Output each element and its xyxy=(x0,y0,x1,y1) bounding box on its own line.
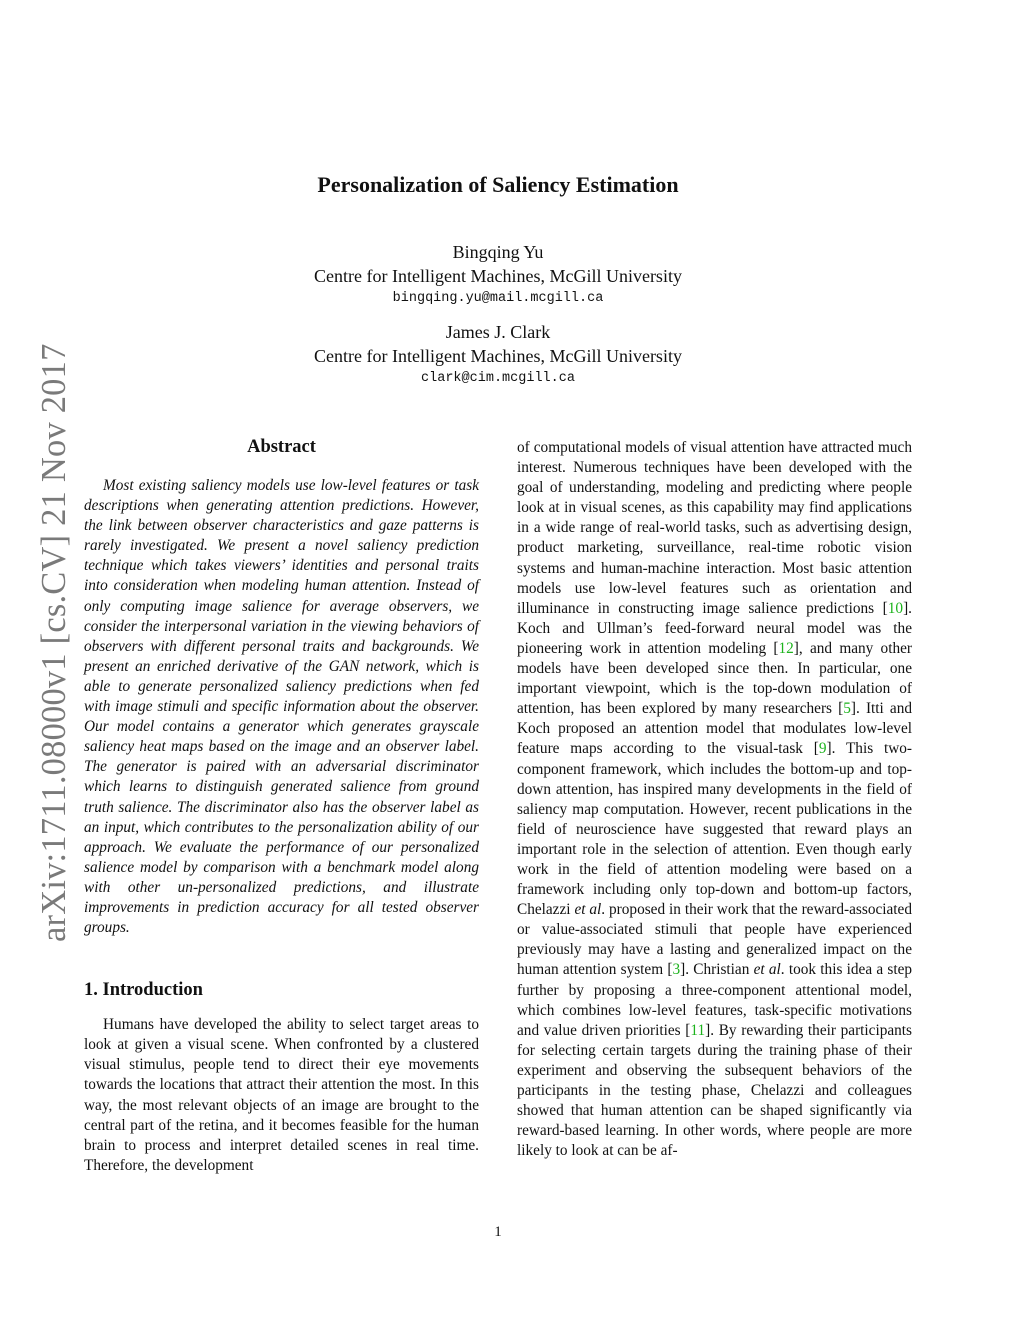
author-email: bingqing.yu@mail.mcgill.ca xyxy=(392,291,604,306)
text-segment: ]. Itti and Koch proposed an attention model that modulates low-level feature maps according to the visual-task [ xyxy=(517,700,913,758)
arxiv-identifier: arXiv:1711.08000v1 [cs.CV] 21 Nov 2017 xyxy=(35,343,73,942)
introduction-paragraph-continued xyxy=(517,438,912,1161)
citation-link[interactable]: 11 xyxy=(690,1021,706,1039)
citation-link[interactable]: 12 xyxy=(778,639,794,657)
author-block-1 xyxy=(0,240,996,310)
abstract-text: Most existing saliency models use low-level features or task descriptions when generating attention predictions. However, the link between observer characteristics and gaze patterns is rarely investigated. We present a novel saliency prediction technique which takes viewers’ identities and personal traits into consideration when modeling human attention. Instead of only computing image salience for average observers, we consider the interpersonal variation in the viewing behaviors of observers with different personal traits and backgrounds. We present an enriched derivative of the GAN network, which is able to generate personalized saliency predictions when fed with image stimuli and specific information about the observer. Our model contains a generator which generates grayscale saliency heat maps based on the image and an observer label. The generator is paired with an adversarial discriminator which learns to distinguish generated salience from ground truth salience. The discriminator also has the observer label as an input, which contributes to the personalization ability of our approach. We evaluate the performance of our personalized salience model by comparison with a benchmark model along with other un-personalized predictions, and illustrate improvements in prediction accuracy for all tested observer groups. xyxy=(84,477,479,937)
author-block-2 xyxy=(0,320,996,390)
text-segment: of computational models of visual attention have attracted much interest. Numerous techniques have been developed with the goal of understanding, modeling and predicting where people look at in visual scenes, as this capability may find applications in a wide range of real-world tasks, such as advertising design, product marketing, surveillance, real-time robotic vision systems and human-machine interaction. Most basic attention models use low-level features such as orientation and illuminance in constructing image salience predictions [ xyxy=(517,439,912,617)
text-segment: ]. Christian xyxy=(680,961,754,979)
citation-link[interactable]: 3 xyxy=(672,961,681,979)
et-al-italic: et al xyxy=(574,901,602,919)
right-column xyxy=(517,438,912,1161)
et-al-italic: et al xyxy=(753,961,781,979)
author-name: Bingqing Yu xyxy=(452,242,544,262)
text-segment: ]. Koch and Ullman’s feed-forward neural model was the pioneering work in attention modeling [ xyxy=(517,599,912,657)
citation-link[interactable]: 9 xyxy=(818,740,827,758)
text-segment: . took this idea a step further by proposing a three-component attentional model, which combines low-level features, task-specific motivations and value driven priorities [ xyxy=(517,961,913,1039)
text-segment: . proposed in their work that the reward-associated or value-associated stimuli that people have experienced previously may have a lasting and generalized impact on the human attention system [ xyxy=(517,901,912,979)
citation-link[interactable]: 10 xyxy=(887,599,904,617)
paper-title: Personalization of Saliency Estimation xyxy=(317,172,679,197)
left-column xyxy=(84,434,479,1176)
citation-link[interactable]: 5 xyxy=(843,700,851,718)
text-segment: ], and many other models have been developed since then. In particular, one important viewpoint, which is the top-down modulation of attention, has been explored by many researchers [ xyxy=(517,639,912,718)
text-segment: ]. This two-component framework, which includes the bottom-up and top-down attention, has inspired many developments in the field of saliency map computation. However, recent publications in the field of neuroscience have suggested that reward plays an important role in the selection of attention. Even though early work in the field of attention modeling were based on a framework including only top-down and bottom-up factors, Chelazzi xyxy=(517,740,913,919)
abstract-heading: Abstract xyxy=(247,437,316,457)
author-affiliation: Centre for Intelligent Machines, McGill University xyxy=(314,266,682,286)
author-name: James J. Clark xyxy=(445,322,551,342)
introduction-heading: 1. Introduction xyxy=(84,980,203,1001)
text-segment: ]. By rewarding their participants for selecting certain targets during the training phase of their experiment and observing the subsequent behaviors of the participants in the testing phase, Chelazzi and colleagues showed that human attention can be shaped significantly via reward-based learning. In other words, where people are more likely to look at can be af- xyxy=(517,1021,912,1160)
introduction-paragraph: Humans have developed the ability to select target areas to look at given a visual scene. When confronted by a clustered visual stimulus, people tend to direct their eye movements towards the locations that attract their attention the most. In this way, the most relevant objects of an image are brought to the central part of the retina, and it becomes feasible for the human brain to process and interpret detailed scenes in real time. Therefore, the development xyxy=(84,1016,479,1174)
author-affiliation: Centre for Intelligent Machines, McGill University xyxy=(314,346,682,366)
page-number: 1 xyxy=(494,1224,502,1240)
author-email: clark@cim.mcgill.ca xyxy=(421,371,575,386)
